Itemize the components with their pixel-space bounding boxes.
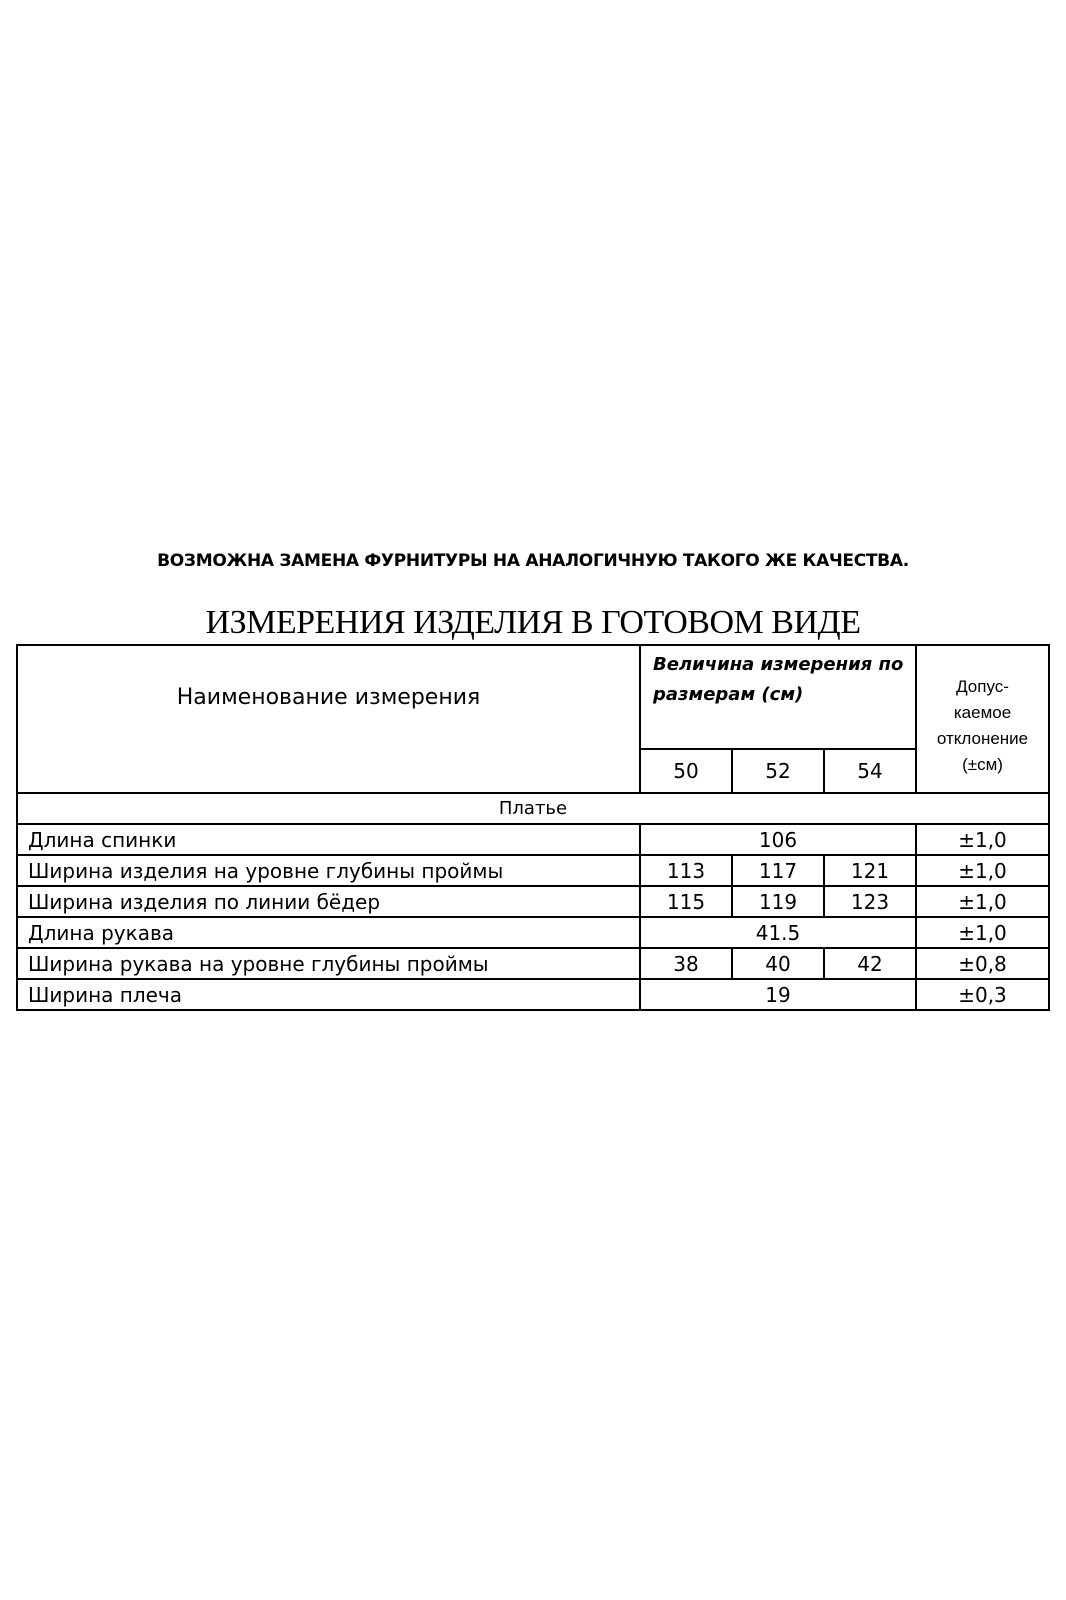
measure-value: 19 [640,979,916,1010]
measure-label: Длина рукава [17,917,640,948]
header-name-cell: Наименование измерения [17,645,640,793]
measure-value: 117 [732,855,824,886]
measure-value: 115 [640,886,732,917]
replacement-notice: ВОЗМОЖНА ЗАМЕНА ФУРНИТУРЫ НА АНАЛОГИЧНУЮ ТАКОГО ЖЕ КАЧЕСТВА. [157,551,909,571]
measure-label: Длина спинки [17,824,640,855]
measure-value: 40 [732,948,824,979]
measure-label: Ширина рукава на уровне глубины проймы [17,948,640,979]
measure-value: 42 [824,948,916,979]
measure-value: 119 [732,886,824,917]
measure-value: 41.5 [640,917,916,948]
measure-tolerance: ±0,3 [916,979,1049,1010]
tolerance-line: отклонение [936,729,1029,748]
size-header: 54 [824,749,916,793]
tolerance-line: Допус- [956,677,1009,696]
measure-label: Ширина изделия по линии бёдер [17,886,640,917]
measure-value: 121 [824,855,916,886]
table-row [17,855,1049,886]
section-row [17,793,1049,824]
measure-label: Ширина изделия на уровне глубины проймы [17,855,640,886]
measure-value: 38 [640,948,732,979]
section-label: Платье [17,793,1049,824]
tolerance-line: каемое [953,703,1012,722]
measure-value: 106 [640,824,916,855]
table-row [17,886,1049,917]
header-group-cell: Величина измерения по размерам (см) [640,645,916,749]
tolerance-line: (±см) [962,755,1003,774]
size-header: 52 [732,749,824,793]
measure-tolerance: ±0,8 [916,948,1049,979]
measure-label: Ширина плеча [17,979,640,1010]
table-row [17,979,1049,1010]
measure-value: 113 [640,855,732,886]
table-row [17,917,1049,948]
header-tolerance-cell [916,645,1049,793]
measure-tolerance: ±1,0 [916,855,1049,886]
measure-tolerance: ±1,0 [916,824,1049,855]
measure-tolerance: ±1,0 [916,886,1049,917]
table-row [17,824,1049,855]
measure-value: 123 [824,886,916,917]
table-row [17,948,1049,979]
measure-tolerance: ±1,0 [916,917,1049,948]
page-title: ИЗМЕРЕНИЯ ИЗДЕЛИЯ В ГОТОВОМ ВИДЕ [205,604,861,641]
measurements-table [16,644,1050,1011]
header-row [17,645,1049,749]
size-header: 50 [640,749,732,793]
